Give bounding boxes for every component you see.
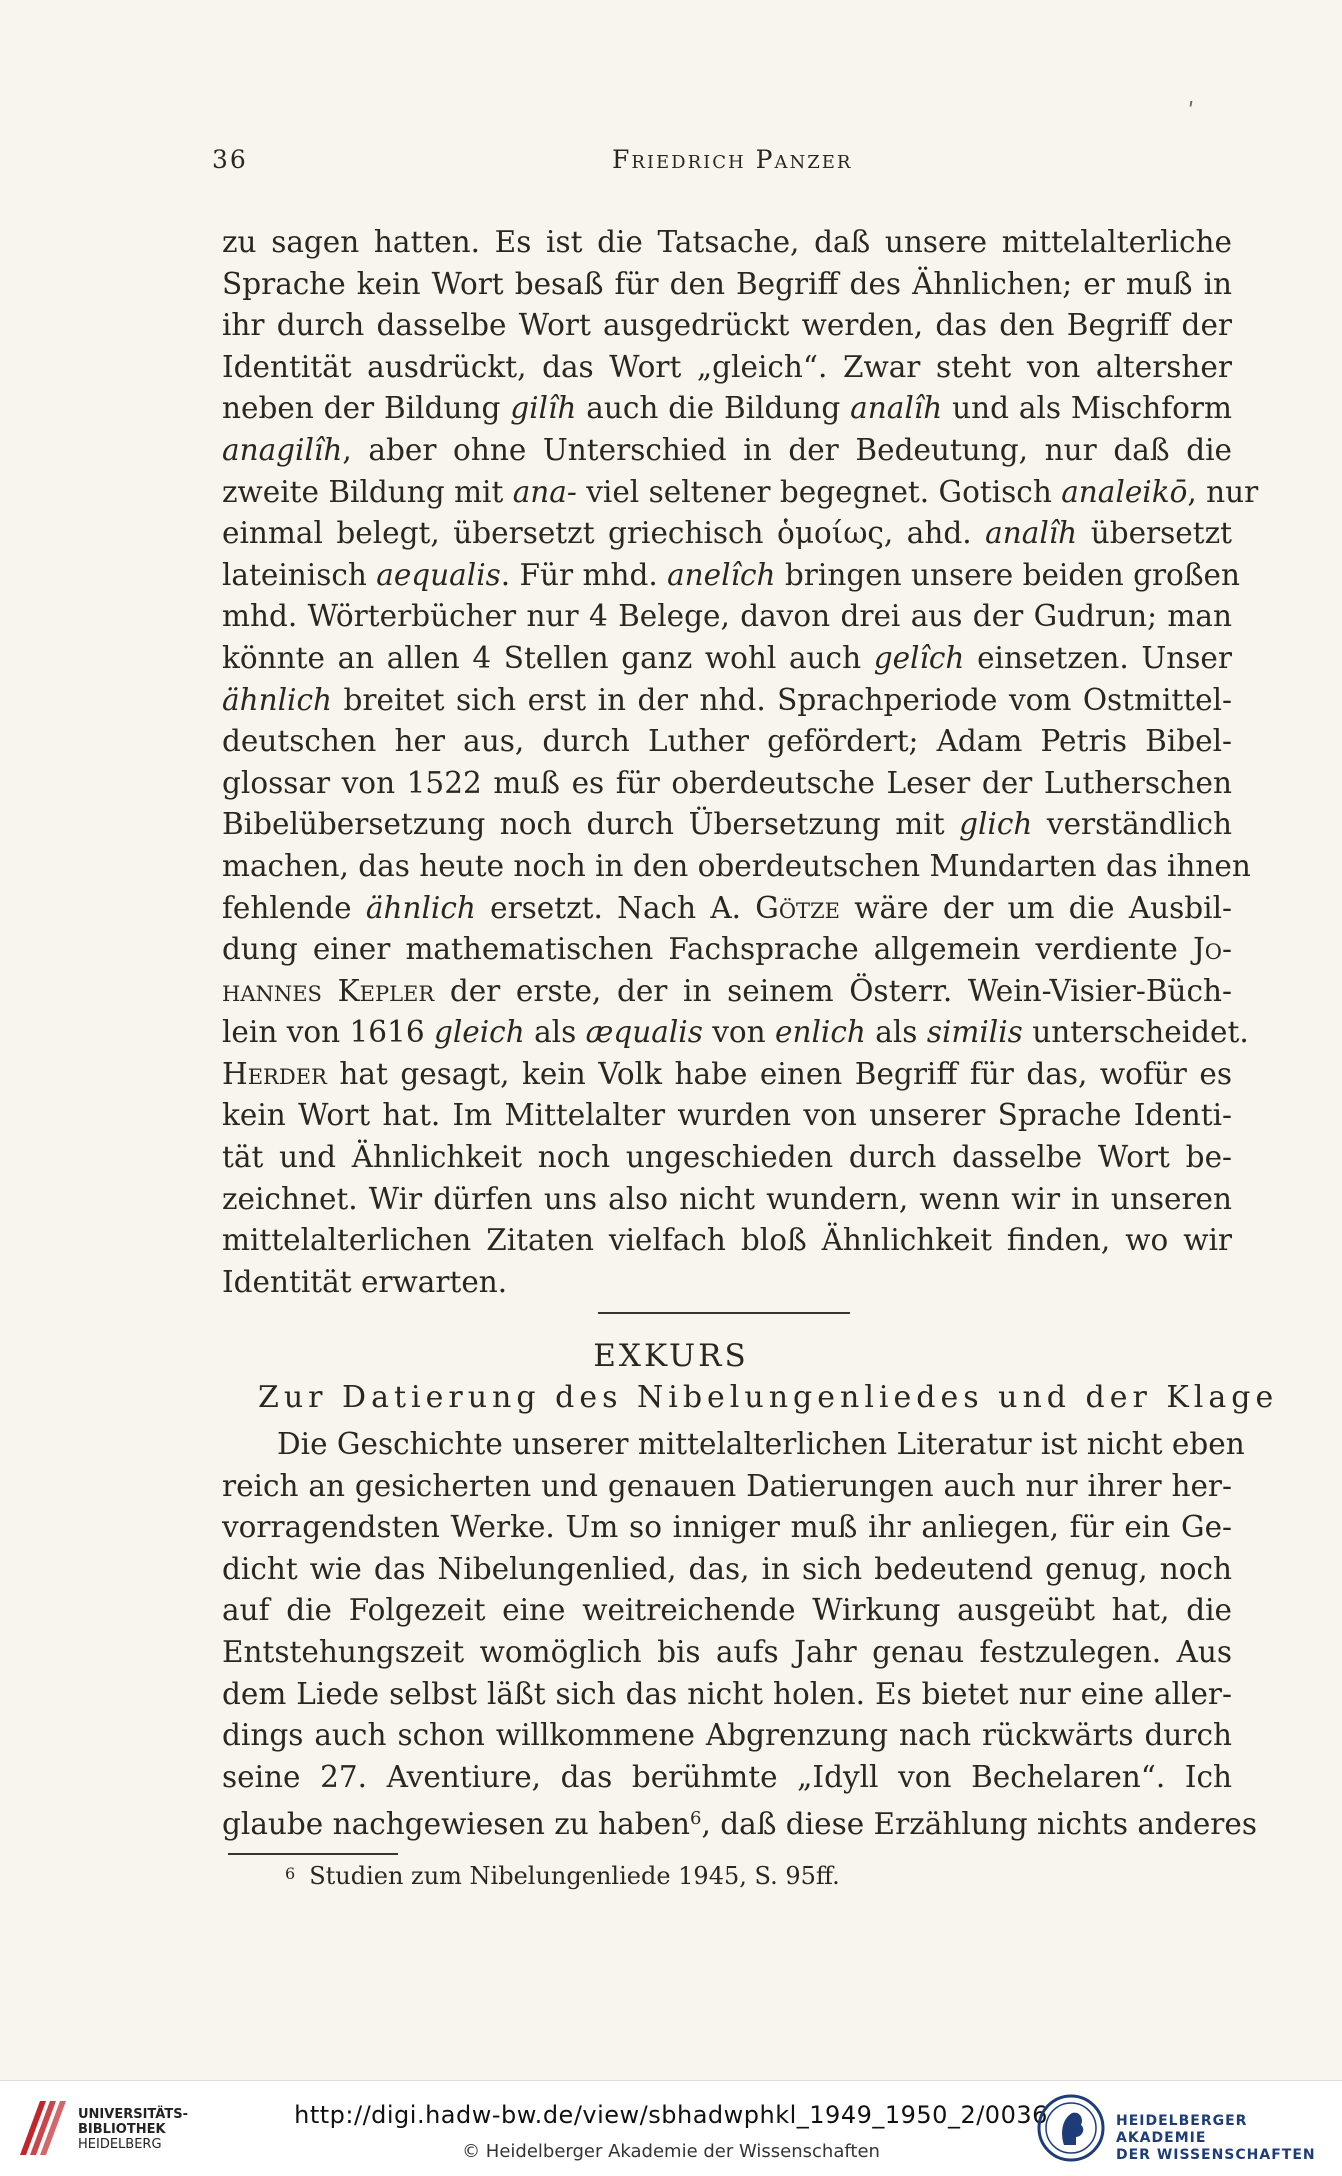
text-run: Bibelübersetzung noch durch Übersetzung mit (222, 807, 960, 842)
text-run: glossar von 1522 muß es für oberdeutsche Leser der Lutherschen (222, 765, 1232, 800)
exkurs-paragraph (222, 1424, 1257, 1842)
italic-term: ana- (512, 474, 577, 509)
text-run: seine 27. Aventiure, das berühmte „Idyll von Bechelaren“. Ich (222, 1759, 1232, 1794)
text-run: verständlich (1032, 807, 1233, 842)
text-line (222, 971, 1232, 1013)
text-line (222, 1590, 1232, 1632)
text-line (222, 1220, 1232, 1262)
text-run: deutschen her aus, durch Luther gefördert; Adam Petris Bibel- (222, 724, 1232, 759)
exkurs-subheading: Zur Datierung des Nibelungenliedes und der Klage (258, 1380, 1279, 1415)
text-line (222, 472, 1259, 514)
italic-term: ähnlich (222, 682, 332, 717)
text-run: hat gesagt, kein Volk habe einen Begriff für das, wofür es (326, 1056, 1232, 1091)
text-run: von (702, 1015, 776, 1050)
author-name: Herder (222, 1056, 327, 1091)
text-run: fehlende (222, 890, 366, 925)
text-line (222, 222, 1232, 264)
text-run: übersetzt (1077, 516, 1232, 551)
text-line (222, 1507, 1232, 1549)
italic-term: aequalis (376, 557, 501, 592)
page-number: 36 (212, 145, 248, 174)
text-run: ersetzt. Nach A. (475, 890, 756, 925)
text-line (222, 1179, 1232, 1221)
text-run: zeichnet. Wir dürfen uns also nicht wundern, wenn wir in unseren (222, 1181, 1232, 1216)
text-run: unterscheidet. (1022, 1015, 1249, 1050)
text-run: reich an gesicherten und genauen Datierungen auch nur ihrer her- (222, 1468, 1232, 1503)
text-run: zweite Bildung mit (222, 474, 513, 509)
text-line (222, 763, 1232, 805)
text-line (222, 555, 1240, 597)
italic-term: æqualis (585, 1015, 703, 1050)
text-line (222, 1095, 1232, 1137)
text-line (222, 596, 1232, 638)
text-line (222, 430, 1232, 472)
text-line (222, 680, 1232, 722)
text-run: Identität erwarten. (222, 1264, 508, 1299)
italic-term: ähnlich (365, 890, 476, 925)
italic-term: gilîh (510, 391, 577, 426)
italic-term: enlich (775, 1015, 866, 1050)
page-header (212, 145, 1232, 185)
text-line (222, 721, 1232, 763)
text-run: dings auch schon willkommene Abgrenzung nach rückwärts durch (222, 1718, 1232, 1753)
academy-line-1: HEIDELBERGER AKADEMIE (1116, 2113, 1248, 2146)
author-name: Jo- (1192, 932, 1232, 967)
text-line (222, 1715, 1232, 1757)
text-run: viel seltener begegnet. Gotisch (576, 474, 1062, 509)
copyright-notice: © Heidelberger Akademie der Wissenschaften (462, 2141, 880, 2162)
text-line (222, 1757, 1232, 1799)
text-run: auch die Bildung (576, 391, 851, 426)
running-title: Friedrich Panzer (612, 145, 853, 174)
text-line (222, 1674, 1232, 1716)
exkurs-heading: EXKURS (593, 1338, 749, 1374)
footnote-number: 6 (285, 1864, 296, 1883)
text-line (222, 1137, 1232, 1179)
text-run: tät und Ähnlichkeit noch ungeschieden durch dasselbe Wort be- (222, 1140, 1232, 1175)
text-run: als (865, 1015, 927, 1050)
text-line (222, 513, 1232, 555)
text-run: , aber ohne Unterschied in der Bedeutung, nur daß die (342, 432, 1232, 467)
text-run: glaube nachgewiesen zu haben (222, 1807, 691, 1842)
text-run: Die Geschichte unserer mittelalterlichen Literatur ist nicht eben (277, 1427, 1245, 1461)
library-line-3: HEIDELBERG (78, 2137, 162, 2152)
text-run: auf die Folgezeit eine weitreichende Wirkung ausgeübt hat, die (222, 1593, 1232, 1628)
italic-term: gelîch (873, 640, 965, 675)
text-line (222, 1012, 1249, 1054)
footnote-text: Studien zum Nibelungenliede 1945, S. 95ff. (309, 1862, 840, 1890)
text-line (222, 264, 1232, 306)
library-line-1: UNIVERSITÄTS- (78, 2107, 188, 2122)
italic-term: gleich (433, 1015, 525, 1050)
text-run: als (524, 1015, 586, 1050)
text-line (222, 1466, 1232, 1508)
text-line (222, 1549, 1232, 1591)
text-line (222, 888, 1232, 930)
text-run: . Für mhd. (500, 557, 668, 592)
text-line (222, 804, 1232, 846)
text-run: , nur (1187, 474, 1259, 509)
text-line (222, 1054, 1232, 1096)
text-run: lein von 1616 (222, 1015, 434, 1050)
text-run: vorragendsten Werke. Um so inniger muß ihr anliegen, für ein Ge- (222, 1510, 1232, 1545)
italic-term: anelîch (667, 557, 776, 592)
text-run: Sprache kein Wort besaß für den Begriff des Ähnlichen; er muß in (222, 266, 1232, 301)
academy-name (1116, 2113, 1342, 2164)
text-run: der erste, der in seinem Österr. Wein-Visier-Büch- (434, 973, 1232, 1008)
text-run: machen, das heute noch in den oberdeutschen Mundarten das ihnen (222, 848, 1251, 883)
text-line (222, 929, 1232, 971)
text-run: mittelalterlichen Zitaten vielfach bloß Ähnlichkeit finden, wo wir (222, 1223, 1232, 1258)
author-name: Götze (755, 890, 840, 925)
library-line-2: BIBLIOTHEK (78, 2122, 166, 2137)
text-run: lateinisch (222, 557, 377, 592)
italic-term: glich (959, 807, 1033, 842)
text-line (222, 1632, 1232, 1674)
academy-line-2: DER WISSENSCHAFTEN (1116, 2147, 1316, 2163)
text-run: breitet sich erst in der nhd. Sprachperiode vom Ostmittel- (331, 682, 1232, 717)
italic-term: analîh (985, 516, 1078, 551)
footnote-divider (228, 1853, 398, 1855)
text-run: Entstehungszeit womöglich bis aufs Jahr genau festzulegen. Aus (222, 1634, 1232, 1669)
text-run: dicht wie das Nibelungenlied, das, in sich bedeutend genug, noch (222, 1551, 1232, 1586)
italic-term: analeikō (1061, 474, 1188, 509)
text-run: , daß diese Erzählung nichts anderes (701, 1807, 1257, 1842)
text-line (222, 1262, 1232, 1304)
text-line (222, 1424, 1245, 1466)
italic-term: analîh (850, 391, 943, 426)
footnote-reference: 6 (690, 1808, 702, 1830)
italic-term: similis (926, 1015, 1023, 1050)
text-run: mhd. Wörterbücher nur 4 Belege, davon drei aus der Gudrun; man (222, 599, 1232, 634)
text-line (222, 388, 1232, 430)
viewer-footer (0, 2080, 1342, 2176)
text-run: ihr durch dasselbe Wort ausgedrückt werden, das den Begriff der (222, 308, 1232, 343)
text-run: zu sagen hatten. Es ist die Tatsache, daß unsere mittelalterliche (222, 225, 1232, 259)
text-line (222, 347, 1232, 389)
text-line (222, 638, 1232, 680)
text-run: dung einer mathematischen Fachsprache allgemein verdiente (222, 932, 1193, 967)
document-url-link[interactable]: http://digi.hadw-bw.de/view/sbhadwphkl_1949_1950_2/0036 (294, 2101, 1048, 2129)
academy-seal-icon (1036, 2093, 1106, 2163)
text-run: kein Wort hat. Im Mittelalter wurden von unserer Sprache Identi- (222, 1098, 1232, 1133)
text-line (222, 1798, 1257, 1842)
author-name: hannes Kepler (222, 973, 435, 1008)
text-run: Identität ausdrückt, das Wort „gleich“. Zwar steht von altersher (222, 349, 1232, 384)
text-run: könnte an allen 4 Stellen ganz wohl auch (222, 640, 874, 675)
section-divider (598, 1312, 850, 1314)
text-run: einmal belegt, übersetzt griechisch ὁμοίως, ahd. (222, 516, 986, 551)
text-run: dem Liede selbst läßt sich das nicht holen. Es bietet nur eine aller- (222, 1676, 1232, 1711)
text-run: neben der Bildung (222, 391, 511, 426)
text-run: wäre der um die Ausbil- (839, 890, 1232, 925)
footnote (285, 1862, 840, 1890)
text-run: und als Mischform (942, 391, 1232, 426)
text-line (222, 846, 1251, 888)
text-run: bringen unsere beiden großen (775, 557, 1240, 592)
italic-term: anagilîh (222, 432, 343, 467)
main-paragraph (222, 222, 1259, 1303)
text-line (222, 305, 1232, 347)
margin-mark: ʹ (1188, 100, 1195, 125)
text-run: einsetzen. Unser (964, 640, 1232, 675)
